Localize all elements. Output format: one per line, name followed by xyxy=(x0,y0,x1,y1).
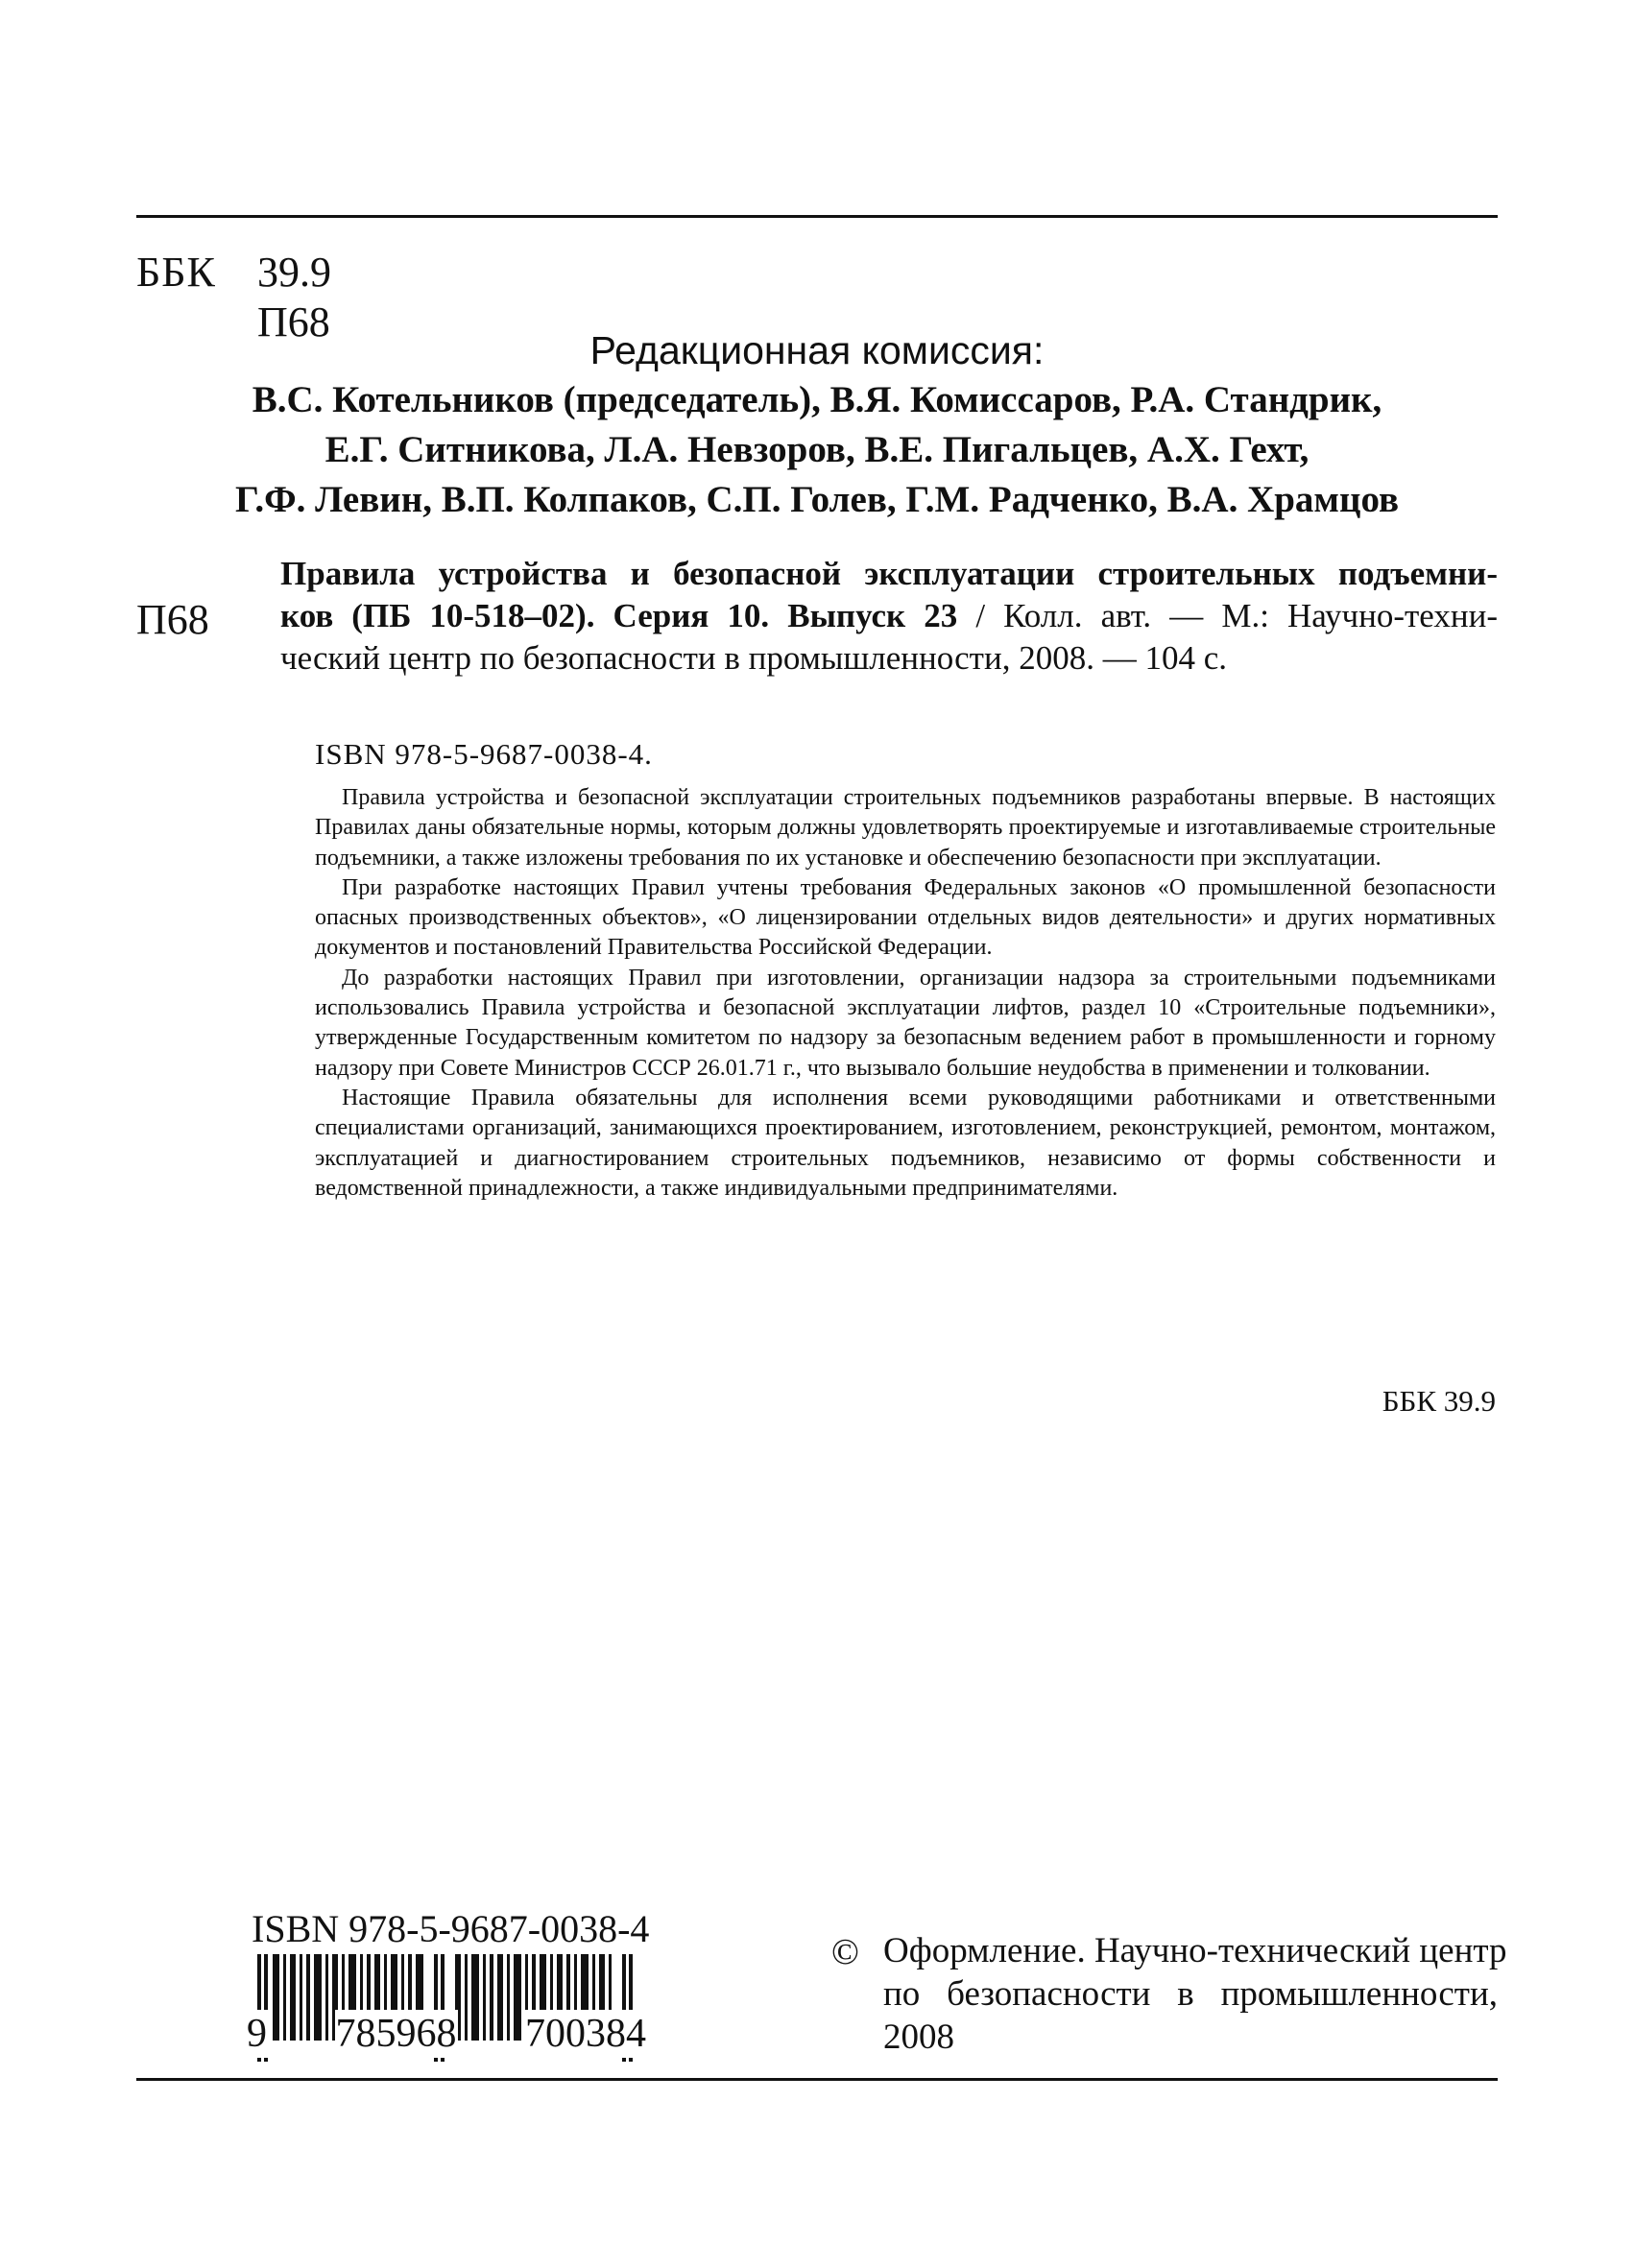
annotation-paragraph-4: Настоящие Правила обязательны для исполнения всеми руководящими работниками и ответственными специалистами организаций, занимающихся проектированием, изготовлением, реконструкцией, ремонтом, монтажом, эксплуатацией и диагностированием строительных подъемников, независимо от формы собственности и ведомственной принадлежности, а также индивидуальными предпринимателями. xyxy=(315,1085,1496,1201)
copyright-sign: © xyxy=(831,1932,859,1972)
annotation xyxy=(315,783,1496,1204)
copyright-text xyxy=(883,1929,1507,2059)
bbk-code: 39.9 xyxy=(257,249,331,296)
bbk-right: ББК 39.9 xyxy=(1382,1384,1496,1418)
copyright-line-3: 2008 xyxy=(883,2017,954,2057)
commission-title: Редакционная комиссия: xyxy=(589,328,1045,372)
commission-line-1: В.С. Котельников (председатель), В.Я. Комиссаров, Р.А. Стандрик, xyxy=(252,379,1382,420)
bibliography-line-3: ческий центр по безопасности в промышленности, 2008. — 104 с. xyxy=(280,639,1227,677)
annotation-paragraph-1: Правила устройства и безопасной эксплуатации строительных подъемников разработаны впервые. В настоящих Правилах даны обязательные нормы, которым должны удовлетворять проектируемые и изготавливаемые строительные подъемники, а также изложены требования по их установке и обеспечению безопасности при эксплуатации. xyxy=(315,785,1496,871)
isbn-text: ISBN 978-5-9687-0038-4. xyxy=(315,737,653,771)
annotation-paragraph-3: До разработки настоящих Правил при изготовлении, организации надзора за строительными подъемниками использовались Правила устройства и безопасной эксплуатации лифтов, раздел 10 «Строительные подъемники», утвержденные Государственным комитетом по надзору за безопасным ведением работ в промышленности и горному надзору при Совете Министров СССР 26.01.71 г., что вызывало большие неудобства в применении и толковании. xyxy=(315,965,1496,1081)
barcode-digits xyxy=(246,2010,647,2058)
author-mark-side: П68 xyxy=(136,596,209,643)
bibliography-imprint: / Колл. авт. — М.: Научно-техни- xyxy=(957,597,1498,634)
commission-line-3: Г.Ф. Левин, В.П. Колпаков, С.П. Голев, Г.М. Радченко, В.А. Храмцов xyxy=(234,479,1400,520)
barcode-digit-group-2: 700384 xyxy=(525,2012,646,2056)
isbn-barcode-label: ISBN 978-5-9687-0038-4 xyxy=(252,1907,650,1950)
bibliography-line-1: Правила устройства и безопасной эксплуатации строительных подъемни- xyxy=(280,555,1498,592)
barcode-digit-group-1: 785968 xyxy=(335,2012,457,2056)
author-mark-top: П68 xyxy=(257,298,330,346)
bottom-rule xyxy=(136,2078,1498,2081)
copyright-line-2: по безопасности в промышленности, xyxy=(883,1974,1498,2014)
bbk-label: ББК xyxy=(136,249,216,296)
bibliography-title-bold: ков (ПБ 10-518–02). Серия 10. Выпуск 23 xyxy=(280,597,958,634)
copyright-line-1: Оформление. Научно-технический центр xyxy=(883,1931,1507,1970)
bibliography-line-2 xyxy=(280,597,1498,635)
commission-line-2: Е.Г. Ситникова, Л.А. Невзоров, В.Е. Пигальцев, А.Х. Гехт, xyxy=(324,429,1310,470)
barcode-digit-prefix: 9 xyxy=(247,2012,267,2056)
annotation-paragraph-2: При разработке настоящих Правил учтены требования Федеральных законов «О промышленной безопасности опасных производственных объектов», «О лицензировании отдельных видов деятельности» и других нормативных документов и постановлений Правительства Российской Федерации. xyxy=(315,874,1496,961)
top-rule xyxy=(136,215,1498,218)
